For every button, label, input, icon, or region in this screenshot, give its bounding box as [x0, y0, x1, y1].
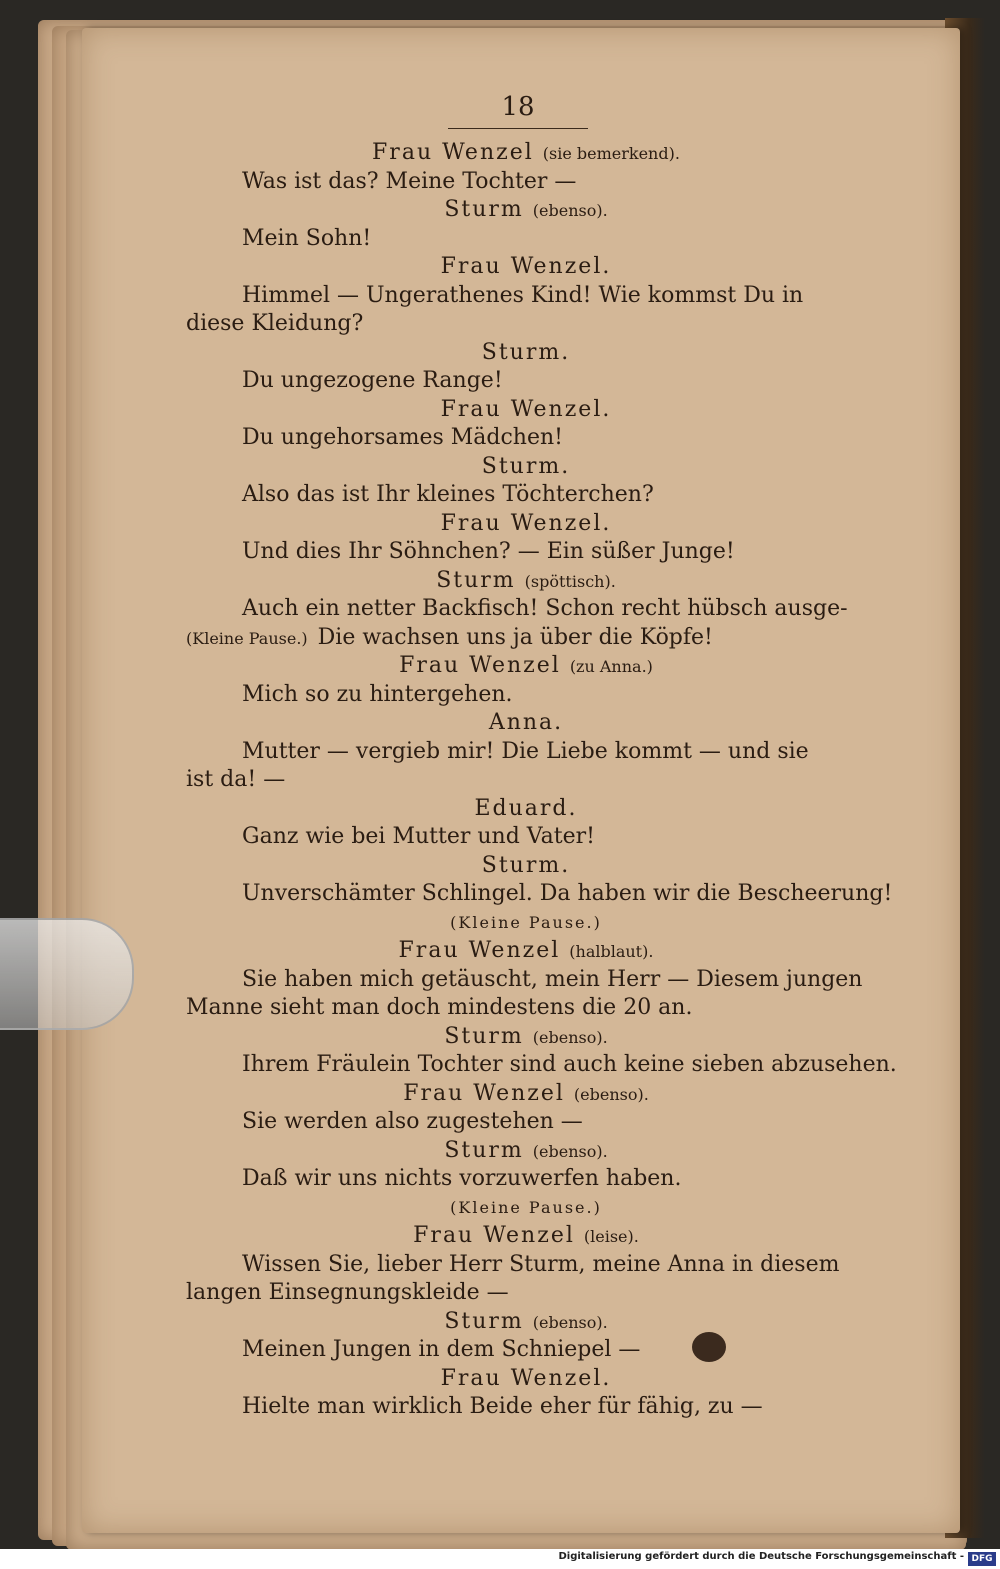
stage-direction: (Kleine Pause.)	[450, 912, 602, 932]
page-clip	[0, 918, 134, 1030]
speaker-name: Frau Wenzel.	[440, 510, 612, 536]
speaker-name: Sturm	[444, 1137, 524, 1163]
play-lines	[186, 139, 897, 1422]
speaker-line	[186, 196, 866, 225]
speaker-name: Frau Wenzel	[413, 1223, 575, 1248]
dialogue-line: Mich so zu hintergehen.	[242, 681, 513, 707]
stage-direction: (spöttisch).	[524, 571, 616, 591]
dialogue-line: Daß wir uns nichts vorzuwerfen haben.	[242, 1166, 682, 1191]
speaker-name: Eduard.	[474, 795, 578, 821]
dialogue-line: Ganz wie bei Mutter und Vater!	[242, 824, 595, 849]
dialogue-line: Meinen Jungen in dem Schniepel —	[242, 1337, 641, 1362]
speaker-line	[186, 510, 866, 539]
dialogue-line: Was ist das? Meine Tochter —	[242, 168, 577, 194]
speaker-line	[186, 453, 866, 482]
dialogue-line: Ihrem Fräulein Tochter sind auch keine sieben abzusehen.	[242, 1052, 897, 1077]
speaker-name: Sturm.	[481, 339, 571, 365]
speaker-line	[186, 709, 866, 738]
speaker-name: Sturm	[436, 567, 516, 593]
speaker-name: Frau Wenzel	[403, 1080, 565, 1106]
dialogue-continuation: ist da! —	[186, 767, 286, 792]
dialogue-line: Du ungezogene Range!	[242, 368, 503, 393]
dfg-logo: DFG	[968, 1552, 996, 1566]
digitization-footer	[0, 1549, 1000, 1569]
stage-direction: (ebenso).	[532, 201, 608, 220]
speaker-line	[186, 1023, 866, 1052]
dialogue-line: Hielte man wirklich Beide eher für fähig, zu —	[242, 1394, 763, 1419]
speaker-name: Sturm	[444, 197, 524, 222]
speaker-line	[186, 652, 866, 681]
dialogue-continuation	[186, 624, 866, 653]
dialogue-line: Und dies Ihr Söhnchen? — Ein süßer Junge!	[242, 539, 735, 564]
footer-credit: Digitalisierung gefördert durch die Deutsche Forschungsgemeinschaft -	[558, 1551, 964, 1562]
speaker-line	[186, 396, 866, 425]
dialogue-line: Unverschämter Schlingel. Da haben wir die Bescheerung!	[242, 881, 893, 906]
dialogue-line: Du ungehorsames Mädchen!	[242, 425, 563, 450]
speaker-name: Sturm.	[481, 852, 571, 878]
stage-direction: (ebenso).	[532, 1027, 608, 1047]
stage-direction: (Kleine Pause.)	[450, 1197, 602, 1217]
speaker-name: Frau Wenzel	[372, 140, 534, 165]
speaker-name: Anna.	[488, 710, 564, 735]
dialogue-line: Sie haben mich getäuscht, mein Herr — Diesem jungen	[242, 966, 863, 992]
dialogue-line: Auch ein netter Backfisch! Schon recht hübsch ausge-	[242, 596, 848, 621]
speaker-name: Sturm	[444, 1023, 524, 1049]
dialogue-continuation: diese Kleidung?	[186, 311, 364, 336]
stage-direction: (ebenso).	[532, 1312, 608, 1332]
stage-direction: (halblaut).	[569, 942, 654, 961]
stage-direction: (sie bemerkend).	[542, 144, 680, 163]
speaker-line	[186, 1137, 866, 1166]
speaker-line	[186, 1365, 866, 1394]
speaker-line	[186, 852, 866, 881]
speaker-name: Sturm.	[481, 453, 571, 479]
speaker-line	[186, 937, 866, 966]
dialogue-line: Mutter — vergieb mir! Die Liebe kommt — und sie	[242, 738, 809, 764]
speaker-line	[186, 1080, 866, 1109]
speaker-line	[186, 253, 866, 282]
stage-direction: (ebenso).	[573, 1084, 649, 1104]
dialogue-text: Die wachsen uns ja über die Köpfe!	[317, 624, 713, 650]
speaker-name: Frau Wenzel.	[440, 1365, 612, 1391]
speaker-name: Frau Wenzel.	[440, 254, 612, 279]
stage-direction: (zu Anna.)	[569, 657, 653, 676]
dialogue-line: Wissen Sie, lieber Herr Sturm, meine Anna in diesem	[242, 1251, 840, 1277]
speaker-line	[186, 567, 866, 596]
dialogue-continuation: Manne sieht man doch mindestens die 20 an.	[186, 995, 693, 1020]
stage-direction: (leise).	[583, 1227, 639, 1246]
speaker-line	[186, 1308, 866, 1337]
dialogue-line: Himmel — Ungerathenes Kind! Wie kommst Du in	[242, 282, 804, 308]
stage-direction: (Kleine Pause.)	[186, 628, 308, 648]
page-number: 18	[448, 92, 588, 129]
speaker-line	[186, 1222, 866, 1251]
dialogue-line: Also das ist Ihr kleines Töchterchen?	[242, 482, 654, 507]
speaker-name: Sturm	[444, 1308, 524, 1334]
dialogue-line: Sie werden also zugestehen —	[242, 1109, 583, 1134]
speaker-name: Frau Wenzel.	[440, 396, 612, 422]
speaker-line	[186, 795, 866, 824]
dialogue-line: Mein Sohn!	[242, 225, 372, 251]
dialogue-continuation: langen Einsegnungskleide —	[186, 1280, 509, 1305]
speaker-line	[186, 339, 866, 368]
speaker-name: Frau Wenzel	[398, 938, 561, 963]
speaker-line	[186, 139, 866, 168]
stage-direction: (ebenso).	[532, 1141, 608, 1161]
speaker-name: Frau Wenzel	[399, 653, 561, 678]
page-text	[186, 92, 897, 1422]
